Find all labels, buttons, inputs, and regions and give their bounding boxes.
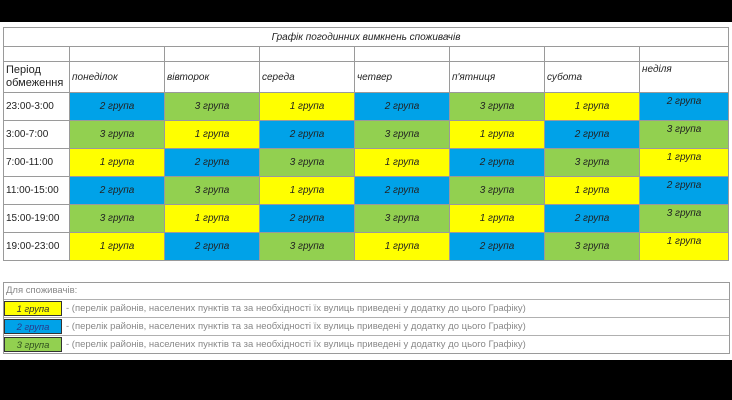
- legend: [3, 282, 730, 354]
- group-cell: 1 група: [260, 93, 355, 121]
- group-cell: 2 група: [70, 177, 165, 205]
- time-slot: 11:00-15:00: [4, 177, 70, 205]
- time-slot: 19:00-23:00: [4, 233, 70, 261]
- table-row: [4, 205, 729, 233]
- group-cell: 3 група: [70, 205, 165, 233]
- group-cell: 1 група: [355, 233, 450, 261]
- time-slot: 23:00-3:00: [4, 93, 70, 121]
- schedule-sheet: [0, 22, 732, 360]
- legend-text: - (перелік районів, населених пунктів та за необхідності їх вулиць приведені у додатку до цього Графіку): [66, 339, 526, 350]
- table-row: [4, 93, 729, 121]
- legend-swatch-group2: 2 група: [4, 319, 62, 334]
- group-cell: 2 група: [545, 205, 640, 233]
- group-cell: 3 група: [640, 121, 729, 149]
- group-cell: 3 група: [545, 233, 640, 261]
- legend-swatch-group3: 3 група: [4, 337, 62, 352]
- table-row: [4, 149, 729, 177]
- group-cell: 2 група: [450, 233, 545, 261]
- group-cell: 1 група: [165, 121, 260, 149]
- day-header-saturday: субота: [545, 62, 640, 93]
- table-row: [4, 233, 729, 261]
- group-cell: 3 група: [355, 121, 450, 149]
- group-cell: 3 група: [165, 93, 260, 121]
- legend-item: [4, 336, 729, 353]
- group-cell: 3 група: [355, 205, 450, 233]
- schedule-table: [3, 27, 729, 261]
- group-cell: 2 група: [260, 205, 355, 233]
- group-cell: 3 група: [70, 121, 165, 149]
- table-row: [4, 177, 729, 205]
- group-cell: 1 група: [70, 233, 165, 261]
- group-cell: 1 група: [545, 93, 640, 121]
- group-cell: 1 група: [640, 149, 729, 177]
- group-cell: 1 група: [165, 205, 260, 233]
- day-header-wednesday: середа: [260, 62, 355, 93]
- group-cell: 2 група: [640, 177, 729, 205]
- page-title: Графік погодинних вимкнень споживачів: [4, 28, 729, 47]
- group-cell: 1 група: [355, 149, 450, 177]
- group-cell: 3 група: [450, 93, 545, 121]
- group-cell: 2 група: [545, 121, 640, 149]
- group-cell: 2 група: [165, 149, 260, 177]
- group-cell: 1 група: [450, 205, 545, 233]
- group-cell: 2 група: [165, 233, 260, 261]
- legend-item: [4, 300, 729, 318]
- group-cell: 1 група: [260, 177, 355, 205]
- group-cell: 3 група: [545, 149, 640, 177]
- day-header-monday: понеділок: [70, 62, 165, 93]
- group-cell: 3 група: [260, 233, 355, 261]
- group-cell: 3 група: [640, 205, 729, 233]
- day-header-thursday: четвер: [355, 62, 450, 93]
- group-cell: 1 група: [70, 149, 165, 177]
- group-cell: 3 група: [165, 177, 260, 205]
- time-slot: 3:00-7:00: [4, 121, 70, 149]
- time-slot: 7:00-11:00: [4, 149, 70, 177]
- group-cell: 3 група: [260, 149, 355, 177]
- group-cell: 1 група: [450, 121, 545, 149]
- legend-text: - (перелік районів, населених пунктів та за необхідності їх вулиць приведені у додатку до цього Графіку): [66, 303, 526, 314]
- group-cell: 2 група: [355, 93, 450, 121]
- table-row: [4, 121, 729, 149]
- period-header: Період обмеження: [4, 62, 70, 93]
- legend-text: - (перелік районів, населених пунктів та за необхідності їх вулиць приведені у додатку до цього Графіку): [66, 321, 526, 332]
- day-header-sunday: неділя: [640, 62, 729, 93]
- day-header-tuesday: вівторок: [165, 62, 260, 93]
- group-cell: 2 група: [450, 149, 545, 177]
- group-cell: 3 група: [450, 177, 545, 205]
- group-cell: 2 група: [355, 177, 450, 205]
- group-cell: 1 група: [640, 233, 729, 261]
- group-cell: 2 група: [260, 121, 355, 149]
- day-header-friday: п'ятниця: [450, 62, 545, 93]
- legend-swatch-group1: 1 група: [4, 301, 62, 316]
- legend-item: [4, 318, 729, 336]
- group-cell: 2 група: [640, 93, 729, 121]
- time-slot: 15:00-19:00: [4, 205, 70, 233]
- legend-title: Для споживачів:: [4, 283, 729, 300]
- group-cell: 1 група: [545, 177, 640, 205]
- group-cell: 2 група: [70, 93, 165, 121]
